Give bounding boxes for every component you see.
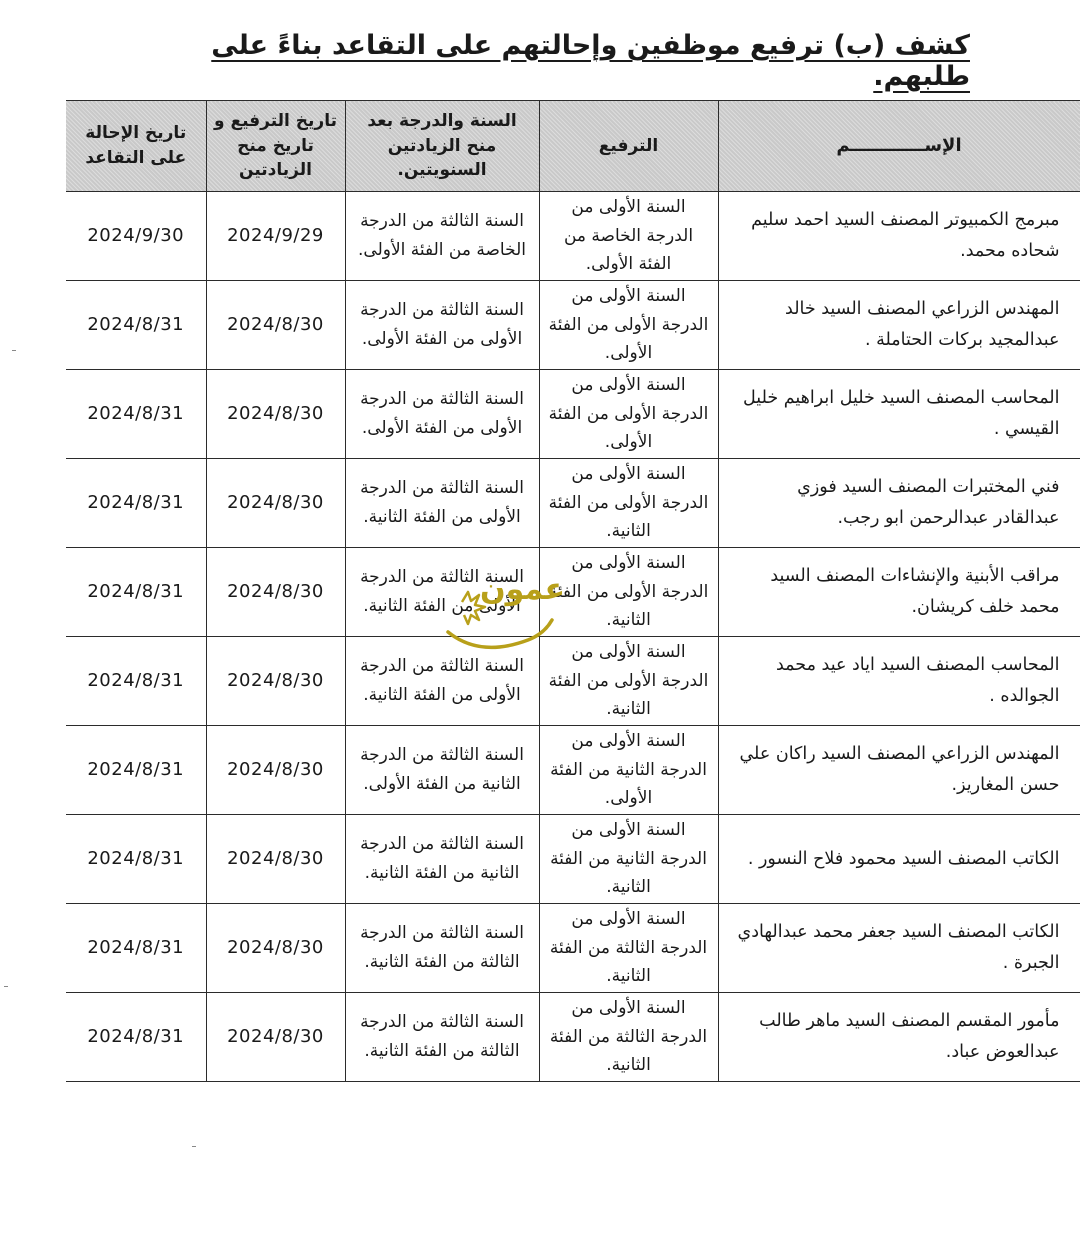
after-raises-cell: السنة الثالثة من الدرجة الثانية من الفئة الأولى. [345,726,539,815]
employee-name: المهندس الزراعي المصنف السيد راكان علي حسن المغاريز. [718,726,1080,815]
retirement-date-cell: 2024/9/30 [66,192,206,281]
promotion-cell: السنة الأولى من الدرجة الأولى من الفئة الثانية. [539,548,718,637]
document-title: كشف (ب) ترفيع موظفين وإحالتهم على التقاعد بناءً على طلبهم. [211,30,970,92]
promotion-date-cell: 2024/8/30 [206,726,345,815]
header-promotion-date: تاريخ الترفيع و تاريخ منح الزيادتين [206,101,345,192]
scan-speck [192,1146,196,1147]
employee-name: الكاتب المصنف السيد محمود فلاح النسور . [718,815,1080,904]
after-raises-cell: السنة الثالثة من الدرجة الثالثة من الفئة الثانية. [345,993,539,1082]
promotion-date-cell: 2024/8/30 [206,815,345,904]
promotion-table [66,100,1080,1082]
scan-speck [4,986,8,987]
employee-name: مأمور المقسم المصنف السيد ماهر طالب عبدالعوض عباد. [718,993,1080,1082]
promotion-cell: السنة الأولى من الدرجة الأولى من الفئة الثانية. [539,637,718,726]
after-raises-cell: السنة الثالثة من الدرجة الخاصة من الفئة الأولى. [345,192,539,281]
header-name: الإســــــــــــم [718,101,1080,192]
table-row [66,993,1080,1082]
table-row [66,726,1080,815]
table-row [66,370,1080,459]
retirement-date-cell: 2024/8/31 [66,815,206,904]
retirement-date-cell: 2024/8/31 [66,370,206,459]
table-row [66,637,1080,726]
promotion-date-cell: 2024/8/30 [206,993,345,1082]
promotion-date-cell: 2024/8/30 [206,370,345,459]
employee-name: مراقب الأبنية والإنشاءات المصنف السيد محمد خلف كريشان. [718,548,1080,637]
promotion-cell: السنة الأولى من الدرجة الأولى من الفئة الأولى. [539,370,718,459]
employee-name: المحاسب المصنف السيد اياد عيد محمد الجوالده . [718,637,1080,726]
retirement-date-cell: 2024/8/31 [66,281,206,370]
after-raises-cell: السنة الثالثة من الدرجة الأولى من الفئة الأولى. [345,370,539,459]
watermark-text: عمون [480,572,566,607]
employee-name: الكاتب المصنف السيد جعفر محمد عبدالهادي الجبرة . [718,904,1080,993]
employee-name: مبرمج الكمبيوتر المصنف السيد احمد سليم شحاده محمد. [718,192,1080,281]
promotion-date-cell: 2024/8/30 [206,459,345,548]
promotion-cell: السنة الأولى من الدرجة الأولى من الفئة الأولى. [539,281,718,370]
promotion-cell: السنة الأولى من الدرجة الثانية من الفئة الأولى. [539,726,718,815]
retirement-date-cell: 2024/8/31 [66,904,206,993]
after-raises-cell: السنة الثالثة من الدرجة الأولى من الفئة الأولى. [345,281,539,370]
retirement-date-cell: 2024/8/31 [66,637,206,726]
table-row [66,904,1080,993]
employee-name: المحاسب المصنف السيد خليل ابراهيم خليل القيسي . [718,370,1080,459]
promotion-date-cell: 2024/8/30 [206,281,345,370]
after-raises-cell: السنة الثالثة من الدرجة الثالثة من الفئة الثانية. [345,904,539,993]
promotion-cell: السنة الأولى من الدرجة الخاصة من الفئة الأولى. [539,192,718,281]
promotion-date-cell: 2024/8/30 [206,548,345,637]
promotion-table-container [66,100,1080,1082]
after-raises-cell: السنة الثالثة من الدرجة الأولى من الفئة الثانية. [345,548,539,637]
promotion-cell: السنة الأولى من الدرجة الثالثة من الفئة الثانية. [539,904,718,993]
promotion-cell: السنة الأولى من الدرجة الثالثة من الفئة الثانية. [539,993,718,1082]
retirement-date-cell: 2024/8/31 [66,548,206,637]
table-row [66,192,1080,281]
scan-speck [12,350,16,351]
header-promotion: الترفيع [539,101,718,192]
header-retirement-date: تاريخ الإحالة على التقاعد [66,101,206,192]
retirement-date-cell: 2024/8/31 [66,726,206,815]
table-row [66,281,1080,370]
after-raises-cell: السنة الثالثة من الدرجة الأولى من الفئة الثانية. [345,459,539,548]
retirement-date-cell: 2024/8/31 [66,993,206,1082]
promotion-cell: السنة الأولى من الدرجة الثانية من الفئة الثانية. [539,815,718,904]
table-row [66,548,1080,637]
table-header-row [66,101,1080,192]
header-year-grade-after: السنة والدرجة بعد منح الزيادتين السنويتين. [345,101,539,192]
after-raises-cell: السنة الثالثة من الدرجة الثانية من الفئة الثانية. [345,815,539,904]
promotion-cell: السنة الأولى من الدرجة الأولى من الفئة الثانية. [539,459,718,548]
table-row [66,815,1080,904]
employee-name: المهندس الزراعي المصنف السيد خالد عبدالمجيد بركات الحتاملة . [718,281,1080,370]
promotion-date-cell: 2024/8/30 [206,637,345,726]
after-raises-cell: السنة الثالثة من الدرجة الأولى من الفئة الثانية. [345,637,539,726]
employee-name: فني المختبرات المصنف السيد فوزي عبدالقادر عبدالرحمن ابو رجب. [718,459,1080,548]
promotion-date-cell: 2024/8/30 [206,904,345,993]
promotion-date-cell: 2024/9/29 [206,192,345,281]
table-row [66,459,1080,548]
retirement-date-cell: 2024/8/31 [66,459,206,548]
